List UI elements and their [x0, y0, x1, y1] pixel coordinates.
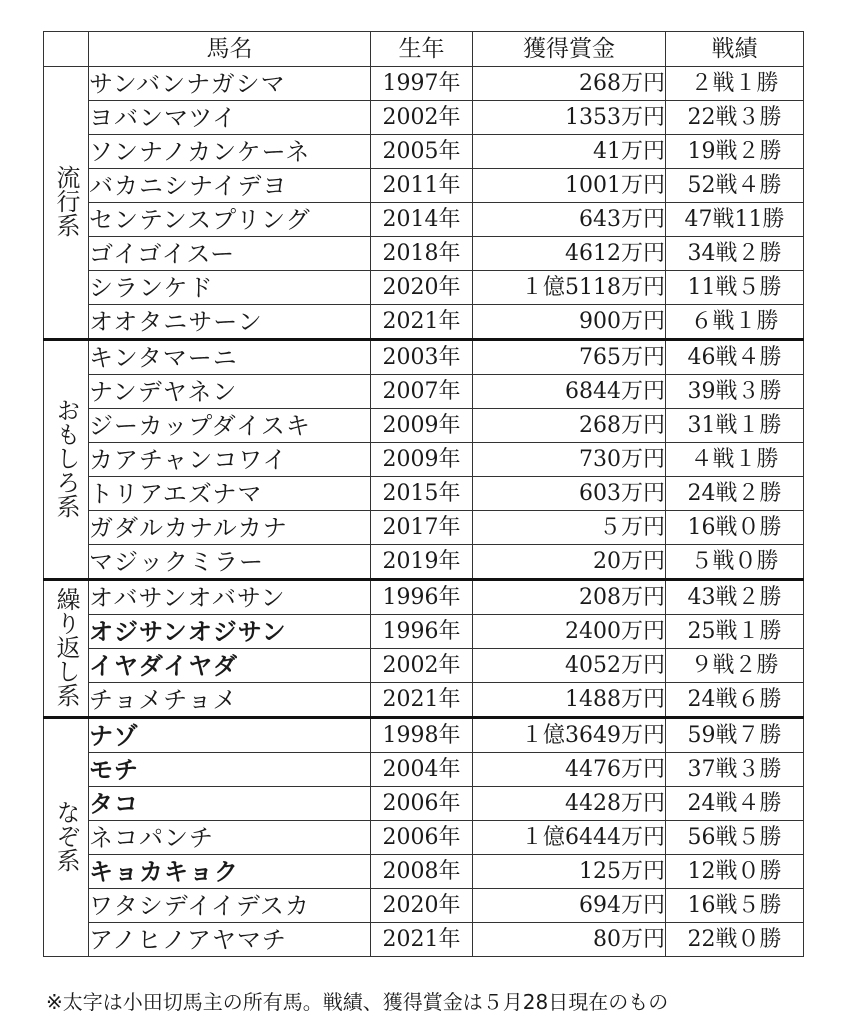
table-row	[44, 67, 804, 101]
table-row	[44, 101, 804, 135]
prize-money: 208万円	[473, 580, 666, 615]
prize-money: 4476万円	[473, 753, 666, 787]
race-record: 59戦７勝	[666, 718, 804, 753]
race-record: ９戦２勝	[666, 649, 804, 683]
race-record: 11戦５勝	[666, 271, 804, 305]
birth-year: 2020年	[371, 889, 473, 923]
horse-name: オバサンオバサン	[89, 580, 371, 615]
birth-year: 2020年	[371, 271, 473, 305]
header-group-corner	[44, 32, 89, 67]
group-label-cell	[44, 718, 89, 957]
race-record: 39戦３勝	[666, 375, 804, 409]
prize-money: 694万円	[473, 889, 666, 923]
header-record: 戦績	[666, 32, 804, 67]
birth-year: 1996年	[371, 580, 473, 615]
table-row	[44, 169, 804, 203]
race-record: 16戦５勝	[666, 889, 804, 923]
race-record: ５戦０勝	[666, 545, 804, 580]
prize-money: １億6444万円	[473, 821, 666, 855]
horse-name: ナゾ	[89, 718, 371, 753]
race-record: 52戦４勝	[666, 169, 804, 203]
prize-money: 268万円	[473, 409, 666, 443]
race-record: 22戦０勝	[666, 923, 804, 957]
prize-money: 1488万円	[473, 683, 666, 718]
header-prize: 獲得賞金	[473, 32, 666, 67]
table-row	[44, 203, 804, 237]
race-record: 12戦０勝	[666, 855, 804, 889]
table-row	[44, 753, 804, 787]
table-row	[44, 340, 804, 375]
prize-money: 765万円	[473, 340, 666, 375]
horse-name: モチ	[89, 753, 371, 787]
table-row	[44, 855, 804, 889]
prize-money: 1353万円	[473, 101, 666, 135]
table-row	[44, 375, 804, 409]
birth-year: 2011年	[371, 169, 473, 203]
table-row	[44, 683, 804, 718]
birth-year: 2014年	[371, 203, 473, 237]
race-record: 24戦４勝	[666, 787, 804, 821]
prize-money: 6844万円	[473, 375, 666, 409]
table-row	[44, 649, 804, 683]
prize-money: 603万円	[473, 477, 666, 511]
horse-name: ネコパンチ	[89, 821, 371, 855]
header-year: 生年	[371, 32, 473, 67]
group-label: 流行系	[52, 164, 80, 237]
table-row	[44, 889, 804, 923]
horse-name: ヨバンマツイ	[89, 101, 371, 135]
birth-year: 2002年	[371, 649, 473, 683]
birth-year: 1998年	[371, 718, 473, 753]
race-record: 37戦３勝	[666, 753, 804, 787]
header-row	[44, 32, 804, 67]
birth-year: 2017年	[371, 511, 473, 545]
prize-money: 125万円	[473, 855, 666, 889]
horse-name: センテンスプリング	[89, 203, 371, 237]
prize-money: 1001万円	[473, 169, 666, 203]
prize-money: 80万円	[473, 923, 666, 957]
race-record: 19戦２勝	[666, 135, 804, 169]
table-row	[44, 477, 804, 511]
table-row	[44, 580, 804, 615]
prize-money: 268万円	[473, 67, 666, 101]
horse-name: オオタニサーン	[89, 305, 371, 340]
race-record: 34戦２勝	[666, 237, 804, 271]
prize-money: 2400万円	[473, 615, 666, 649]
table-row	[44, 923, 804, 957]
horse-name: ソンナノカンケーネ	[89, 135, 371, 169]
race-record: ６戦１勝	[666, 305, 804, 340]
race-record: ２戦１勝	[666, 67, 804, 101]
prize-money: 20万円	[473, 545, 666, 580]
horse-name: アノヒノアヤマチ	[89, 923, 371, 957]
horse-name: トリアエズナマ	[89, 477, 371, 511]
birth-year: 2019年	[371, 545, 473, 580]
horse-name: サンバンナガシマ	[89, 67, 371, 101]
table-row	[44, 615, 804, 649]
group-label-cell	[44, 580, 89, 718]
table-row	[44, 271, 804, 305]
footnote: ※太字は小田切馬主の所有馬。戦績、獲得賞金は５月28日現在のもの	[46, 990, 669, 1014]
table-row	[44, 443, 804, 477]
prize-money: 900万円	[473, 305, 666, 340]
table-row	[44, 237, 804, 271]
prize-money: 4428万円	[473, 787, 666, 821]
birth-year: 2021年	[371, 683, 473, 718]
horse-name: タコ	[89, 787, 371, 821]
prize-money: ５万円	[473, 511, 666, 545]
race-record: 16戦０勝	[666, 511, 804, 545]
group-label: なぞ系	[52, 799, 80, 872]
horse-name: ガダルカナルカナ	[89, 511, 371, 545]
horse-name: イヤダイヤダ	[89, 649, 371, 683]
race-record: 47戦11勝	[666, 203, 804, 237]
horse-name: マジックミラー	[89, 545, 371, 580]
prize-money: 730万円	[473, 443, 666, 477]
prize-money: 4612万円	[473, 237, 666, 271]
horse-name: オジサンオジサン	[89, 615, 371, 649]
table-row	[44, 821, 804, 855]
birth-year: 2021年	[371, 923, 473, 957]
group-label-cell	[44, 340, 89, 580]
birth-year: 2021年	[371, 305, 473, 340]
table-body	[44, 67, 804, 957]
race-record: 22戦３勝	[666, 101, 804, 135]
prize-money: １億5118万円	[473, 271, 666, 305]
horse-name-table	[43, 31, 804, 957]
birth-year: 2009年	[371, 443, 473, 477]
birth-year: 2018年	[371, 237, 473, 271]
horse-name: ナンデヤネン	[89, 375, 371, 409]
horse-name: カアチャンコワイ	[89, 443, 371, 477]
table-row	[44, 305, 804, 340]
race-record: 24戦６勝	[666, 683, 804, 718]
birth-year: 1996年	[371, 615, 473, 649]
race-record: 25戦１勝	[666, 615, 804, 649]
horse-name: キンタマーニ	[89, 340, 371, 375]
race-record: 24戦２勝	[666, 477, 804, 511]
birth-year: 2002年	[371, 101, 473, 135]
group-label-cell	[44, 67, 89, 340]
race-record: 56戦５勝	[666, 821, 804, 855]
horse-name: バカニシナイデヨ	[89, 169, 371, 203]
horse-name: チョメチョメ	[89, 683, 371, 718]
birth-year: 2005年	[371, 135, 473, 169]
birth-year: 2004年	[371, 753, 473, 787]
prize-money: 41万円	[473, 135, 666, 169]
race-record: 43戦２勝	[666, 580, 804, 615]
table-row	[44, 135, 804, 169]
table-row	[44, 787, 804, 821]
birth-year: 2008年	[371, 855, 473, 889]
prize-money: 643万円	[473, 203, 666, 237]
table-row	[44, 545, 804, 580]
birth-year: 1997年	[371, 67, 473, 101]
race-record: 46戦４勝	[666, 340, 804, 375]
horse-name: ゴイゴイスー	[89, 237, 371, 271]
group-label: 繰り返し系	[52, 586, 80, 707]
horse-name: キョカキョク	[89, 855, 371, 889]
prize-money: 4052万円	[473, 649, 666, 683]
birth-year: 2006年	[371, 787, 473, 821]
horse-name: シランケド	[89, 271, 371, 305]
group-label: おもしろ系	[52, 397, 80, 518]
horse-name: ジーカップダイスキ	[89, 409, 371, 443]
table-row	[44, 718, 804, 753]
race-record: ４戦１勝	[666, 443, 804, 477]
table-row	[44, 511, 804, 545]
race-record: 31戦１勝	[666, 409, 804, 443]
birth-year: 2006年	[371, 821, 473, 855]
header-name: 馬名	[89, 32, 371, 67]
birth-year: 2015年	[371, 477, 473, 511]
birth-year: 2007年	[371, 375, 473, 409]
prize-money: １億3649万円	[473, 718, 666, 753]
birth-year: 2009年	[371, 409, 473, 443]
horse-name: ワタシデイイデスカ	[89, 889, 371, 923]
birth-year: 2003年	[371, 340, 473, 375]
table-row	[44, 409, 804, 443]
